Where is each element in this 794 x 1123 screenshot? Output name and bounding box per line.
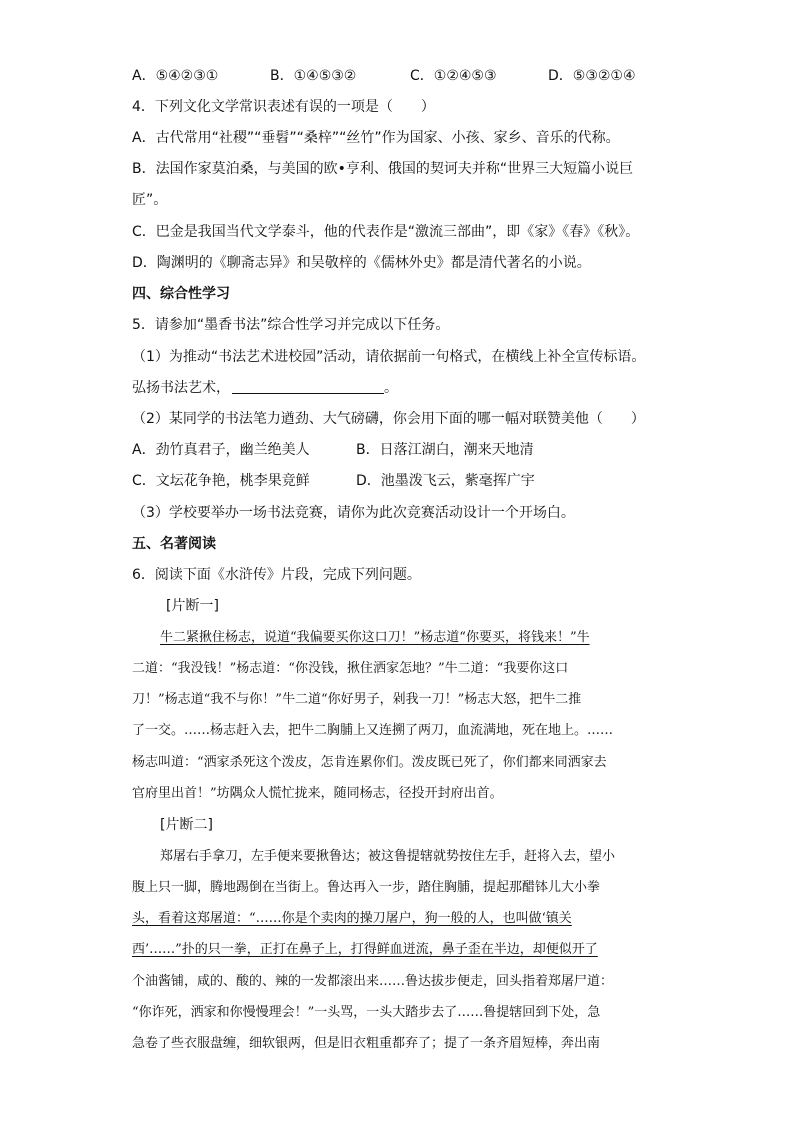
fragment-1-line: 二道：“我没钱！”杨志道：“你没钱，揪住洒家怎地？”牛二道：“我要你这口: [132, 661, 569, 676]
q3-option-d: D．⑤③②①④: [548, 68, 636, 84]
q4-option-d: D．陶渊明的《聊斋志异》和吴敬梓的《儒林外史》都是清代著名的小说。: [132, 255, 591, 271]
fragment-2-line: 西’……”扑的只一拳，正打在鼻子上，打得鲜血迸流，鼻子歪在半边，却便似开了: [132, 942, 598, 957]
q5-part2-options-row1: [132, 440, 534, 460]
q5-stem: 5．请参加“墨香书法”综合性学习并完成以下任务。: [132, 317, 450, 333]
q4-option-b-line1: B．法国作家莫泊桑，与美国的欧•亨利、俄国的契诃夫并称“世界三大短篇小说巨: [132, 161, 634, 177]
q5-part2-option-d: D．池墨泼飞云，紫毫挥广宇: [356, 473, 535, 489]
fragment-2-line: 个油酱铺，咸的、酸的、辣的一发都滚出来……鲁达拔步便走，回头指着郑屠尸道：: [132, 974, 614, 989]
fragment-1-line: 官府里出首！”坊隅众人慌忙拢来，随同杨志，径投开封府出首。: [132, 786, 503, 801]
fragment-1-line: 牛二紧揪住杨志，说道“我偏要买你这口刀！”杨志道“你要买，将钱来！”牛: [160, 630, 590, 645]
q5-part3-prompt: （3）学校要举办一场书法竞赛，请你为此次竞赛活动设计一个开场白。: [132, 505, 575, 521]
q6-stem: 6．阅读下面《水浒传》片段，完成下列问题。: [132, 567, 421, 583]
q5-part2-option-c: C．文坛花争艳，桃李果竞鲜: [132, 473, 310, 489]
section-heading-4: 四、综合性学习: [132, 286, 230, 302]
fragment-2-line: 郑屠右手拿刀，左手便来要揪鲁达；被这鲁提辖就势按住左手，赶将入去，望小: [160, 849, 616, 864]
q5-part1-answer-line: [132, 378, 398, 398]
fragment-2-line: 急卷了些衣服盘缠，细软银两，但是旧衣粗重都弃了；提了一条齐眉短棒，奔出南: [132, 1036, 601, 1051]
fragment-1-line: 刀！”杨志道“我不与你！”牛二道“你好男子，剁我一刀！”杨志大怒，把牛二推: [132, 692, 582, 707]
fragment-2-title: [片断二]: [160, 817, 213, 833]
fragment-1-title: [片断一]: [166, 598, 219, 614]
q5-part2-option-b: B．日落江湖白，潮来天地清: [356, 442, 534, 458]
q4-option-a: A．古代常用“社稷”“垂髫”“桑梓”“丝竹”作为国家、小孩、家乡、音乐的代称。: [132, 130, 620, 146]
fragment-1-line: 杨志叫道：“洒家杀死这个泼皮，怎肯连累你们。泼皮既已死了，你们都来同洒家去: [132, 755, 607, 770]
fragment-2-line: 腹上只一脚，腾地踢倒在当街上。鲁达再入一步，踏住胸脯，提起那醋钵儿大小拳: [132, 880, 601, 895]
q5-part1-suffix: 。: [384, 380, 398, 396]
q3-options: [132, 66, 636, 86]
q3-option-b: B．①④⑤③②: [270, 68, 357, 84]
fragment-1-line: 了一交。……杨志赶入去，把牛二胸脯上又连搠了两刀，血流满地，死在地上。……: [132, 723, 614, 738]
answer-blank[interactable]: [232, 379, 384, 394]
q5-part2-prompt: （2）某同学的书法笔力遒劲、大气磅礴，你会用下面的哪一幅对联赞美他（ ）: [132, 411, 645, 427]
q4-option-c: C．巴金是我国当代文学泰斗，他的代表作是“激流三部曲”，即《家》《春》《秋》。: [132, 224, 640, 240]
q4-stem: 4．下列文化文学常识表述有误的一项是（ ）: [132, 99, 435, 115]
section-heading-5: 五、名著阅读: [132, 536, 216, 552]
fragment-2-line: 头，看着这郑屠道：“……你是个卖肉的操刀屠户，狗一般的人，也叫做‘镇关: [132, 911, 572, 926]
q4-option-b-line2: 匠”。: [132, 192, 168, 208]
q5-part2-options-row2: [132, 471, 535, 491]
fragment-2-line: “你诈死，洒家和你慢慢理会！”一头骂，一头大踏步去了……鲁提辖回到下处，急: [132, 1005, 601, 1020]
q3-option-a: A．⑤④②③①: [132, 68, 219, 84]
q5-part2-option-a: A．劲竹真君子，幽兰绝美人: [132, 442, 310, 458]
q3-option-c: C．①②④⑤③: [410, 68, 497, 84]
q5-part1-prompt: （1）为推动“书法艺术进校园”活动，请依据前一句格式，在横线上补全宣传标语。: [132, 349, 646, 365]
q5-part1-prefix: 弘扬书法艺术，: [132, 380, 230, 396]
